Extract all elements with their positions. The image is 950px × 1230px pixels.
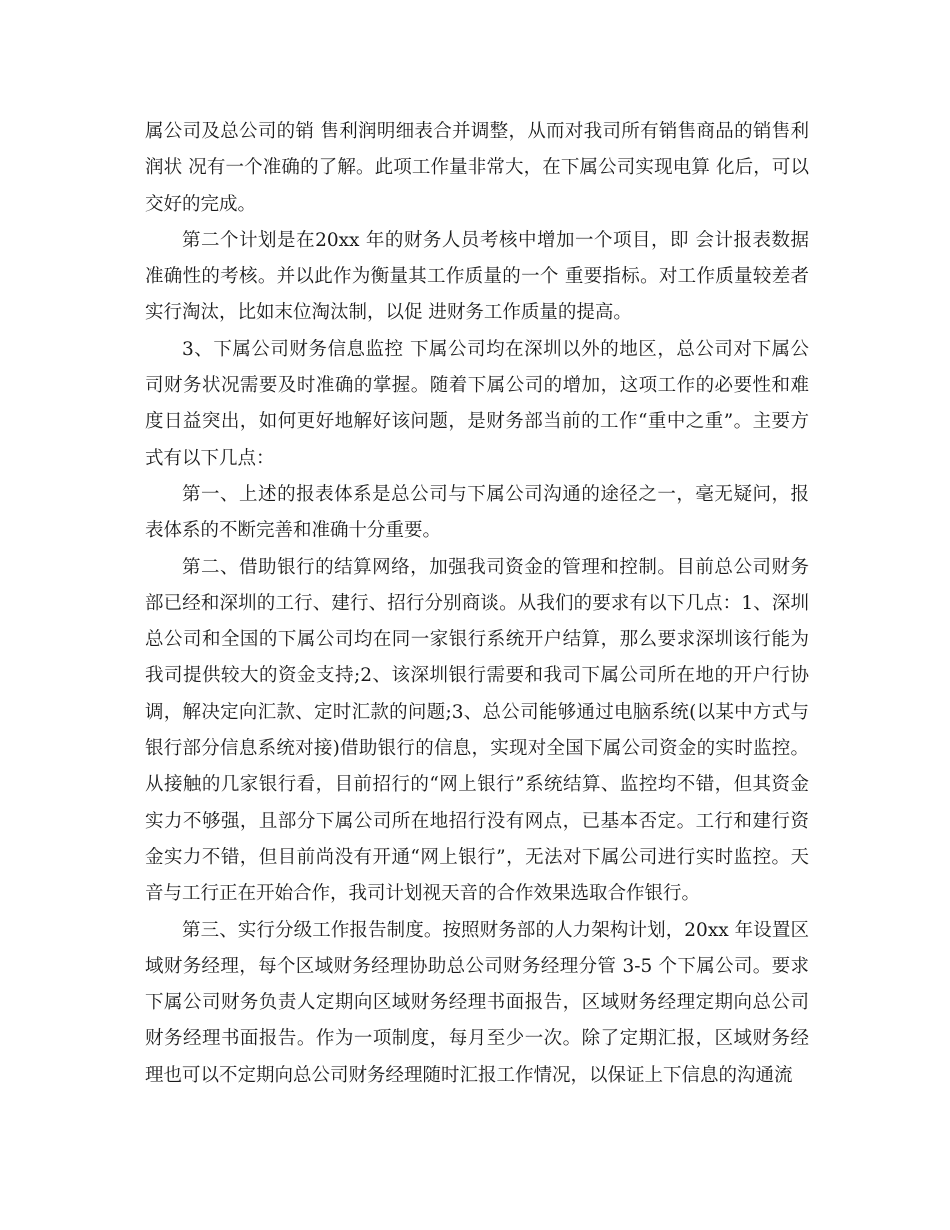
paragraph-6: 第三、实行分级工作报告制度。按照财务部的人力架构计划，20xx 年设置区域财务经理，每个区域财务经理协助总公司财务经理分管 3-5 个下属公司。要求下属公司财务负责人定期向区域财务经理书面报告，区域财务经理定期向总公司财务经理书面报告。作为一项制度，每月至少一次。除了定期汇报，区域财务经理也可以不定期向总公司财务经理随时汇报工作情况，以保证上下信息的沟通流 — [145, 919, 809, 1086]
paragraph-2: 第二个计划是在20xx 年的财务人员考核中增加一个项目，即 会计报表数据准确性的考核。并以此作为衡量其工作质量的一个 重要指标。对工作质量较差者实行淘汰，比如末位淘汰制，以促 进财务工作质量的提高。 — [145, 229, 809, 324]
paragraph-5: 第二、借助银行的结算网络，加强我司资金的管理和控制。目前总公司财务部已经和深圳的工行、建行、招行分别商谈。从我们的要求有以下几点：1、深圳总公司和全国的下属公司均在同一家银行系统开户结算，那么要求深圳该行能为我司提供较大的资金支持;2、该深圳银行需要和我司下属公司所在地的开户行协调，解决定向汇款、定时汇款的问题;3、总公司能够通过电脑系统(以某中方式与银行部分信息系统对接)借助银行的信息，实现对全国下属公司资金的实时监控。从接触的几家银行看，目前招行的“网上银行”系统结算、监控均不错，但其资金实力不够强，且部分下属公司所在地招行没有网点，已基本否定。工行和建行资金实力不错，但目前尚没有开通“网上银行”，无法对下属公司进行实时监控。天音与工行正在开始合作，我司计划视天音的合作效果选取合作银行。 — [145, 556, 809, 905]
document-body — [145, 114, 809, 1094]
paragraph-3: 3、下属公司财务信息监控 下属公司均在深圳以外的地区，总公司对下属公司财务状况需要及时准确的掌握。随着下属公司的增加，这项工作的必要性和难度日益突出，如何更好地解好该问题，是财务部当前的工作“重中之重”。主要方式有以下几点： — [145, 338, 809, 469]
paragraph-4: 第一、上述的报表体系是总公司与下属公司沟通的途径之一，毫无疑问，报表体系的不断完善和准确十分重要。 — [145, 483, 809, 542]
paragraph-1: 属公司及总公司的销 售利润明细表合并调整，从而对我司所有销售商品的销售利润状 况有一个准确的了解。此项工作量非常大，在下属公司实现电算 化后，可以交好的完成。 — [145, 121, 809, 215]
